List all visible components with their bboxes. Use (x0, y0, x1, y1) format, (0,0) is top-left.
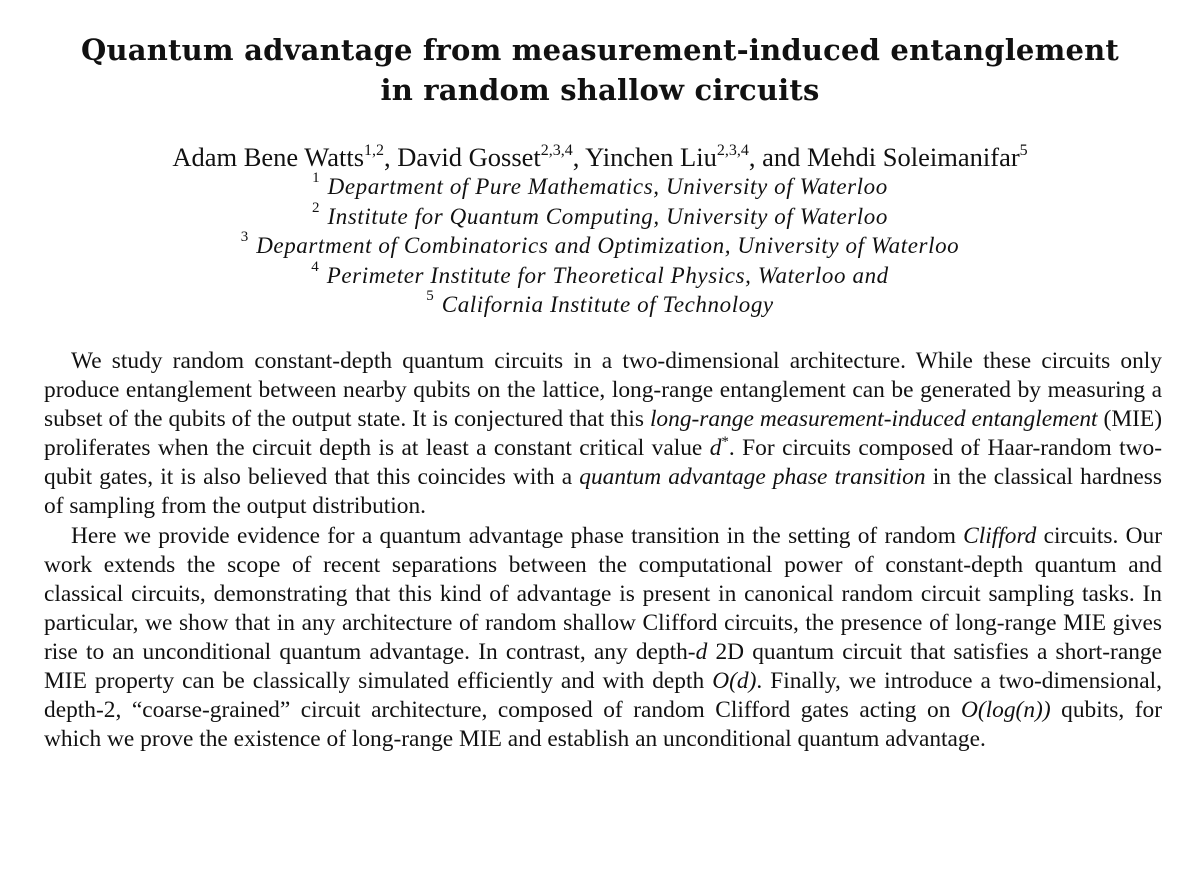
paper-title (0, 30, 1200, 110)
author-separator: , (572, 142, 586, 172)
abstract-text: . For circuits composed of Haar-random two-qubit gates, it is also believed that this coincides with a (44, 435, 1162, 491)
math-expression: O(d) (712, 668, 757, 695)
affiliation (0, 231, 1200, 261)
author-affiliation-marker: 1,2 (364, 142, 385, 160)
affiliation-text: California Institute of Technology (441, 292, 774, 317)
abstract-emphasis: Clifford (963, 522, 1037, 549)
abstract-text: circuits. Our work extends the scope of recent separations between the computational power of constant-depth quantum and classical circuits, demonstrating that this kind of advantage is present in canonical random circuit sampling tasks. In particular, we show that in any architecture of random shallow Clifford circuits, the presence of long-range MIE gives rise to an unconditional quantum advantage. In contrast, any depth- (44, 522, 1162, 665)
affiliation-number: 5 (426, 288, 434, 305)
author-list (0, 140, 1200, 174)
affiliation-number: 4 (311, 258, 319, 275)
title-line-2: in random shallow circuits (380, 73, 820, 107)
affiliation-text: Institute for Quantum Computing, University of Waterloo (327, 203, 888, 229)
affiliation (0, 199, 1200, 232)
affiliation-list (0, 172, 1200, 320)
author-name: Adam Bene Watts (172, 142, 365, 172)
author-name: Mehdi Soleimanifar (806, 142, 1020, 172)
abstract-text: (MIE) proliferates when the circuit depth is at least a constant critical value (44, 406, 1162, 462)
abstract (44, 347, 1162, 754)
affiliation (0, 258, 1200, 291)
abstract-text: Here we provide evidence for a quantum advantage phase transition in the setting of random (71, 522, 964, 549)
author-affiliation-marker: 2,3,4 (540, 142, 573, 160)
author-name: David Gosset (397, 142, 541, 172)
author-affiliation-marker: 2,3,4 (716, 142, 749, 160)
author-separator: , and (748, 142, 807, 172)
math-variable: d (695, 638, 708, 665)
affiliation-text: Department of Pure Mathematics, University of Waterloo (327, 174, 888, 199)
abstract-text: We study random constant-depth quantum circuits in a two-dimensional architecture. While these circuits only produce entanglement between nearby qubits on the lattice, long-range entanglement can be generated by measuring a subset of the qubits of the output state. It is conjectured that this (44, 348, 1162, 433)
affiliation-number: 1 (312, 170, 320, 187)
abstract-paragraph-2 (44, 522, 1162, 755)
abstract-paragraph-1 (44, 347, 1162, 522)
math-variable: d (709, 435, 722, 462)
affiliation (0, 172, 1200, 202)
affiliation-text: Perimeter Institute for Theoretical Physics, Waterloo and (326, 262, 889, 288)
author-affiliation-marker: 5 (1019, 142, 1028, 160)
abstract-emphasis: long-range measurement-induced entanglement (649, 406, 1098, 433)
abstract-text: qubits, for which we prove the existence of long-range MIE and establish an unconditional quantum advantage. (44, 697, 1162, 753)
author-name: Yinchen Liu (585, 142, 717, 172)
author-separator: , (384, 142, 398, 172)
math-superscript: * (721, 434, 729, 451)
math-expression: O(log(n)) (960, 697, 1051, 724)
abstract-text: in the classical hardness of sampling from the output distribution. (44, 464, 1162, 520)
affiliation-number: 2 (312, 199, 320, 216)
title-line-1: Quantum advantage from measurement-induced entanglement (81, 33, 1119, 67)
affiliation-text: Department of Combinatorics and Optimization, University of Waterloo (256, 233, 960, 258)
abstract-text: 2D quantum circuit that satisfies a short-range MIE property can be classically simulated efficiently and with depth (44, 638, 1163, 695)
affiliation-number: 3 (240, 229, 249, 246)
abstract-emphasis: quantum advantage phase transition (579, 464, 926, 491)
affiliation (0, 290, 1200, 320)
abstract-text: . Finally, we introduce a two-dimensional, depth-2, “coarse-grained” circuit architecture, composed of random Clifford gates acting on (44, 668, 1162, 724)
